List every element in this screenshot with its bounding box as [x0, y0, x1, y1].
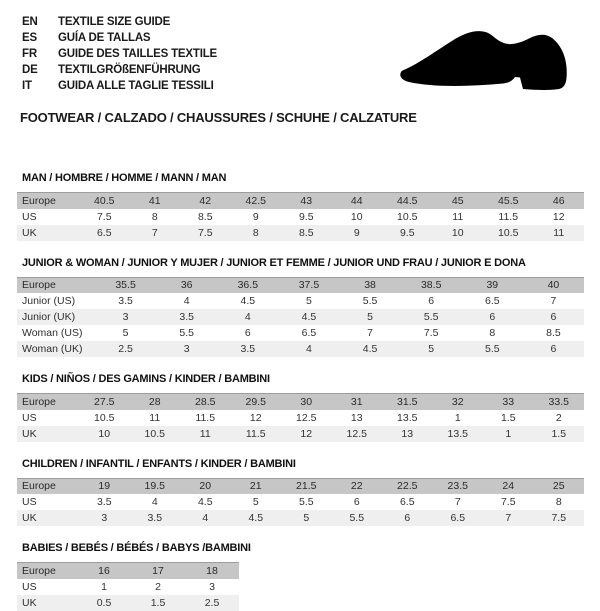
size-cell: 36 — [156, 277, 217, 293]
size-cell: 37.5 — [278, 277, 339, 293]
size-cell: 13.5 — [397, 411, 418, 424]
size-table-man — [17, 192, 584, 241]
size-cell: 8.5 — [281, 225, 332, 241]
size-cell: 7 — [367, 327, 373, 339]
size-cell: 18 — [185, 563, 239, 579]
size-cell: 24 — [483, 478, 534, 494]
size-cell: 4 — [180, 510, 231, 526]
size-cell: 4 — [151, 496, 158, 508]
table-row-woman-us — [17, 325, 584, 341]
size-cell: 6 — [462, 309, 523, 325]
table-row-junior-us — [17, 293, 584, 309]
size-table-section-babies — [17, 542, 600, 611]
size-cell: 10.5 — [483, 225, 534, 241]
size-cell: 45.5 — [483, 193, 534, 209]
language-row-en — [22, 14, 600, 30]
size-cell: 43 — [281, 193, 332, 209]
size-cell: 1 — [101, 580, 107, 593]
size-cell: 29.5 — [231, 394, 282, 410]
category-header: FOOTWEAR / CALZADO / CHAUSSURES / SCHUHE / CALZATURE — [20, 110, 417, 125]
size-cell: 8 — [555, 496, 562, 508]
size-cell: 20 — [180, 478, 231, 494]
size-cell: 13 — [350, 411, 363, 424]
size-cell: 16 — [77, 563, 131, 579]
size-cell: 21.5 — [281, 478, 332, 494]
size-cell: 12 — [281, 426, 332, 442]
size-cell: 12.5 — [332, 426, 383, 442]
size-tables — [17, 172, 600, 611]
size-cell: 1.5 — [500, 411, 516, 424]
size-cell: 10 — [79, 426, 130, 442]
size-cell: 12 — [552, 210, 565, 223]
size-cell: 19.5 — [130, 478, 181, 494]
row-label: Europe — [17, 277, 95, 293]
language-label: GUIDE DES TAILLES TEXTILE — [58, 48, 217, 60]
size-cell: 17 — [131, 563, 185, 579]
size-cell: 44.5 — [382, 193, 433, 209]
size-cell: 12 — [249, 411, 262, 424]
section-title: MAN / HOMBRE / HOMME / MANN / MAN — [22, 172, 227, 184]
size-cell: 1.5 — [131, 595, 185, 611]
table-row-uk — [17, 225, 584, 241]
size-cell: 36.5 — [217, 277, 278, 293]
size-cell: 40 — [523, 277, 584, 293]
size-cell: 5.5 — [332, 510, 383, 526]
size-cell: 6 — [244, 327, 251, 339]
row-label: Europe — [17, 478, 79, 494]
size-cell: 5.5 — [362, 295, 378, 307]
table-row-junior-uk — [17, 309, 584, 325]
table-row-europe — [17, 193, 584, 209]
language-code: EN — [22, 16, 38, 28]
size-cell: 6.5 — [399, 496, 415, 508]
row-label: Woman (UK) — [17, 341, 95, 357]
size-cell: 6.5 — [485, 295, 500, 307]
row-label: Woman (US) — [22, 327, 83, 339]
size-cell: 44 — [332, 193, 383, 209]
size-cell: 2 — [555, 411, 562, 424]
size-cell: 9 — [332, 225, 383, 241]
language-label: TEXTILE SIZE GUIDE — [58, 16, 171, 28]
size-cell: 38.5 — [401, 277, 462, 293]
size-cell: 31.5 — [382, 394, 433, 410]
table-row-europe — [17, 563, 239, 579]
size-cell: 11.5 — [195, 411, 216, 424]
table-row-us — [17, 579, 239, 595]
row-label: UK — [17, 225, 79, 241]
size-cell: 19 — [79, 478, 130, 494]
size-table-kids — [17, 393, 584, 442]
size-cell: 22.5 — [382, 478, 433, 494]
size-cell: 6 — [523, 341, 584, 357]
size-cell: 0.5 — [77, 595, 131, 611]
size-cell: 28.5 — [180, 394, 231, 410]
table-row-uk — [17, 595, 239, 611]
size-cell: 8 — [231, 225, 282, 241]
size-cell: 7.5 — [423, 327, 439, 339]
table-row-europe — [17, 478, 584, 494]
language-code: ES — [22, 32, 37, 44]
size-cell: 12.5 — [296, 411, 317, 424]
size-cell: 6 — [353, 496, 360, 508]
row-label: UK — [17, 426, 79, 442]
size-table-junior-woman — [17, 277, 584, 358]
size-cell: 6.5 — [79, 225, 130, 241]
size-cell: 7 — [130, 225, 181, 241]
size-table-section-children — [17, 458, 600, 527]
size-cell: 33.5 — [534, 394, 585, 410]
row-label: Europe — [17, 193, 79, 209]
dress-shoe-icon — [398, 30, 570, 92]
size-cell: 4 — [183, 295, 190, 307]
section-title: JUNIOR & WOMAN / JUNIOR Y MUJER / JUNIOR ET FEMME / JUNIOR UND FRAU / JUNIOR E DONA — [22, 256, 526, 269]
size-cell: 8.5 — [546, 327, 561, 339]
row-label: US — [22, 210, 37, 223]
size-cell: 3 — [209, 580, 215, 593]
size-cell: 45 — [433, 193, 484, 209]
size-cell: 6 — [428, 295, 435, 307]
size-cell: 33 — [483, 394, 534, 410]
size-cell: 5.5 — [401, 309, 462, 325]
size-cell: 11 — [180, 426, 231, 442]
size-cell: 4 — [278, 341, 339, 357]
size-cell: 41 — [130, 193, 181, 209]
size-cell: 13 — [382, 426, 433, 442]
size-cell: 5 — [340, 309, 401, 325]
size-cell: 8.5 — [197, 210, 213, 223]
size-cell: 2.5 — [185, 595, 239, 611]
size-cell: 30 — [281, 394, 332, 410]
row-label: Europe — [17, 563, 77, 579]
size-table-section-man — [17, 172, 600, 241]
size-cell: 4.5 — [278, 309, 339, 325]
table-row-us — [17, 494, 584, 510]
size-cell: 5 — [306, 295, 312, 307]
size-cell: 3.5 — [118, 295, 133, 307]
size-cell: 35.5 — [95, 277, 156, 293]
size-cell: 7.5 — [500, 496, 516, 508]
size-cell: 3 — [156, 341, 217, 357]
size-cell: 7 — [454, 496, 461, 508]
size-cell: 7.5 — [180, 225, 231, 241]
language-code: DE — [22, 64, 38, 76]
table-row-us — [17, 410, 584, 426]
size-cell: 8 — [489, 327, 496, 339]
size-cell: 7 — [550, 295, 557, 307]
row-label: Junior (US) — [22, 295, 76, 307]
table-row-woman-uk — [17, 341, 584, 357]
row-label: US — [22, 496, 37, 508]
section-title: BABIES / BEBÉS / BÉBÉS / BABYS /BAMBINI — [22, 542, 251, 554]
table-row-europe — [17, 277, 584, 293]
size-table-children — [17, 478, 584, 527]
size-cell: 4.5 — [340, 341, 401, 357]
size-cell: 7 — [483, 510, 534, 526]
size-cell: 3.5 — [217, 341, 278, 357]
size-cell: 8 — [151, 210, 158, 223]
row-label: UK — [17, 510, 79, 526]
size-cell: 6.5 — [301, 327, 317, 339]
size-cell: 10.5 — [397, 210, 418, 223]
table-row-europe — [17, 394, 584, 410]
language-label: GUIDA ALLE TAGLIE TESSILI — [58, 80, 214, 92]
size-cell: 5 — [401, 341, 462, 357]
table-row-us — [17, 209, 584, 225]
size-cell: 6.5 — [433, 510, 484, 526]
size-cell: 2.5 — [95, 341, 156, 357]
size-cell: 42.5 — [231, 193, 282, 209]
size-cell: 22 — [332, 478, 383, 494]
size-cell: 5 — [252, 496, 259, 508]
size-cell: 4.5 — [197, 496, 213, 508]
size-cell: 3.5 — [130, 510, 181, 526]
size-cell: 7.5 — [96, 210, 112, 223]
size-cell: 4 — [217, 309, 278, 325]
table-row-uk — [17, 426, 584, 442]
language-label: TEXTILGRÖßENFÜHRUNG — [58, 64, 201, 76]
size-cell: 11 — [534, 225, 585, 241]
size-table-babies — [17, 562, 239, 611]
row-label: Junior (UK) — [17, 309, 95, 325]
size-cell: 42 — [180, 193, 231, 209]
language-code: IT — [22, 80, 32, 92]
size-table-section-kids — [17, 373, 600, 442]
row-label: US — [22, 580, 37, 593]
section-title: CHILDREN / INFANTIL / ENFANTS / KINDER / BAMBINI — [22, 457, 296, 470]
size-cell: 4.5 — [240, 295, 256, 307]
size-cell: 5.5 — [179, 327, 194, 339]
size-cell: 6 — [523, 309, 584, 325]
row-label: Europe — [17, 394, 79, 410]
size-cell: 7.5 — [534, 510, 585, 526]
size-cell: 10.5 — [94, 411, 115, 424]
size-cell: 3.5 — [96, 496, 112, 508]
row-label: UK — [17, 595, 77, 611]
row-label: US — [22, 411, 37, 424]
size-cell: 46 — [534, 193, 585, 209]
section-title: KIDS / NIÑOS / DES GAMINS / KINDER / BAMBINI — [22, 373, 270, 385]
size-cell: 9 — [252, 210, 259, 223]
size-cell: 13.5 — [433, 426, 484, 442]
language-code: FR — [22, 48, 37, 60]
size-cell: 39 — [462, 277, 523, 293]
language-label: GUÍA DE TALLAS — [58, 32, 151, 44]
size-cell: 10 — [433, 225, 484, 241]
size-cell: 3 — [95, 309, 156, 325]
size-cell: 23.5 — [433, 478, 484, 494]
size-cell: 3 — [79, 510, 130, 526]
size-cell: 21 — [231, 478, 282, 494]
size-cell: 11 — [149, 411, 161, 424]
size-cell: 5 — [281, 510, 332, 526]
table-row-uk — [17, 510, 584, 526]
size-cell: 1.5 — [534, 426, 585, 442]
size-cell: 1 — [454, 411, 461, 424]
size-cell: 9.5 — [298, 210, 314, 223]
size-cell: 3.5 — [156, 309, 217, 325]
size-cell: 11.5 — [498, 210, 519, 223]
size-cell: 10.5 — [130, 426, 181, 442]
size-cell: 6 — [382, 510, 433, 526]
size-cell: 9.5 — [382, 225, 433, 241]
size-cell: 40.5 — [79, 193, 130, 209]
size-cell: 25 — [534, 478, 585, 494]
size-cell: 28 — [130, 394, 181, 410]
size-cell: 38 — [340, 277, 401, 293]
size-cell: 32 — [433, 394, 484, 410]
size-cell: 2 — [155, 580, 161, 593]
size-cell: 27.5 — [79, 394, 130, 410]
size-cell: 5.5 — [298, 496, 314, 508]
size-cell: 11.5 — [231, 426, 282, 442]
size-cell: 4.5 — [231, 510, 282, 526]
size-cell: 11 — [452, 210, 464, 223]
size-cell: 10 — [350, 210, 363, 223]
size-table-section-junior-woman — [17, 257, 600, 358]
size-cell: 1 — [483, 426, 534, 442]
size-cell: 5.5 — [462, 341, 523, 357]
size-cell: 31 — [332, 394, 383, 410]
size-cell: 5 — [122, 327, 129, 339]
